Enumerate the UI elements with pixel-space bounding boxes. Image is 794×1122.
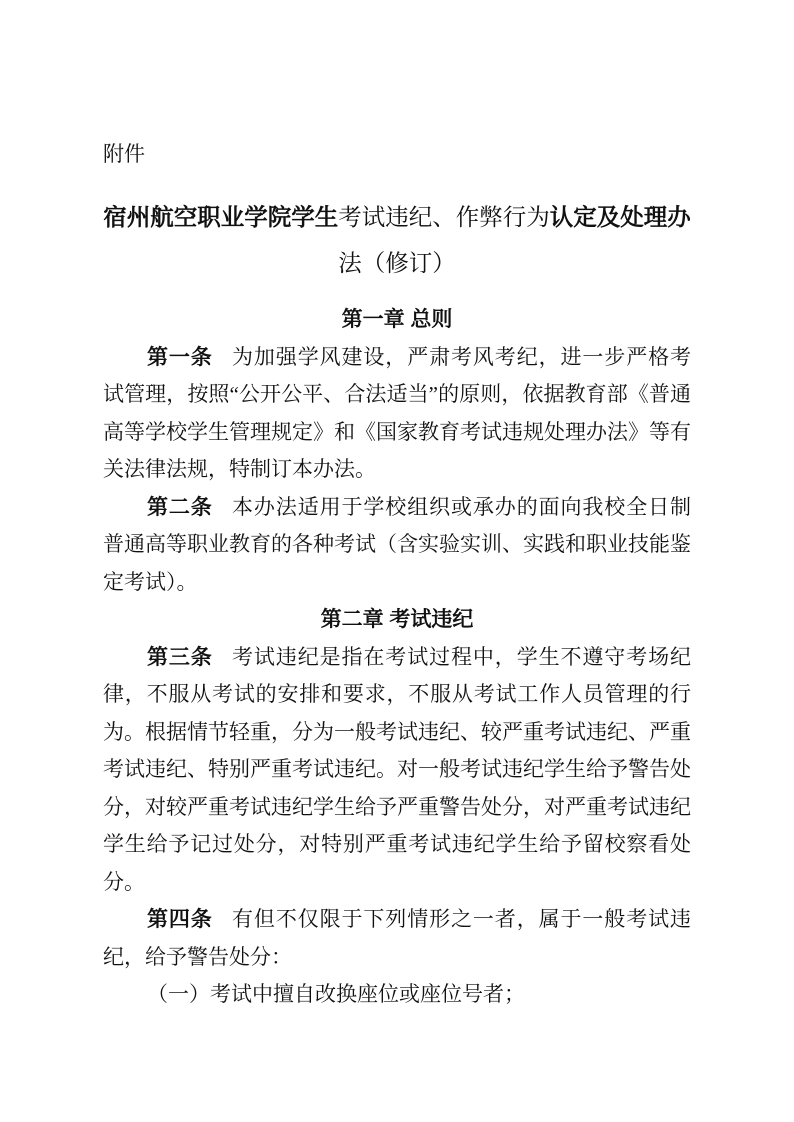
article-3-text: 考试违纪是指在考试过程中，学生不遵守考场纪律，不服从考试的安排和要求，不服从考试工作人员管理的行为。根据情节轻重，分为一般考试违纪、较严重考试违纪、严重考试违纪、特别严重考试违纪。对一般考试违纪学生给予警告处分，对较严重考试违纪学生给予严重警告处分，对严重考试违纪学生给予记过处分，对特别严重考试违纪学生给予留校察看处分。 — [103, 644, 692, 894]
title-segment-middle: 考试违纪、作弊行为 — [338, 205, 550, 231]
article-1-label: 第一条 — [147, 344, 213, 369]
article-1-paragraph — [103, 339, 691, 489]
article-4-paragraph — [103, 901, 691, 976]
document-title-line1 — [103, 194, 691, 241]
document-title — [103, 194, 691, 287]
chapter2-heading: 第二章 考试违纪 — [320, 608, 474, 631]
attachment-label: 附件 — [103, 143, 145, 166]
list-item-1 — [103, 976, 691, 1014]
title-segment-rending: 认定及 — [549, 204, 621, 230]
article-2-label: 第二条 — [147, 494, 213, 519]
list-item-1-text: （一）考试中擅自改换座位或座位号者； — [147, 982, 525, 1006]
article-3-paragraph — [103, 639, 691, 902]
article-4-text: 有但不仅限于下列情形之一者，属于一般考试违纪，给予警告处分： — [103, 907, 692, 969]
chapter1-heading: 第一章 总则 — [341, 308, 453, 331]
article-4-label: 第四条 — [147, 907, 213, 931]
title-segment-school: 宿州航空职业学院学生 — [103, 204, 339, 230]
article-1-text: 为加强学风建设，严肃考风考纪，进一步严格考试管理，按照“公开公平、合法适当”的原则，依据教育部《普通高等学校学生管理规定》和《国家教育考试违规处理办法》等有关法律法规，特制订本办法。 — [103, 344, 692, 481]
article-2-paragraph — [103, 489, 691, 602]
article-2-text: 本办法适用于学校组织或承办的面向我校全日制普通高等职业教育的各种考试（含实验实训、实践和职业技能鉴定考试）。 — [103, 494, 692, 594]
title-segment-handling: 处理办 — [620, 205, 691, 231]
document-title-line2: 法（修订） — [338, 251, 456, 277]
article-3-label: 第三条 — [147, 644, 213, 669]
